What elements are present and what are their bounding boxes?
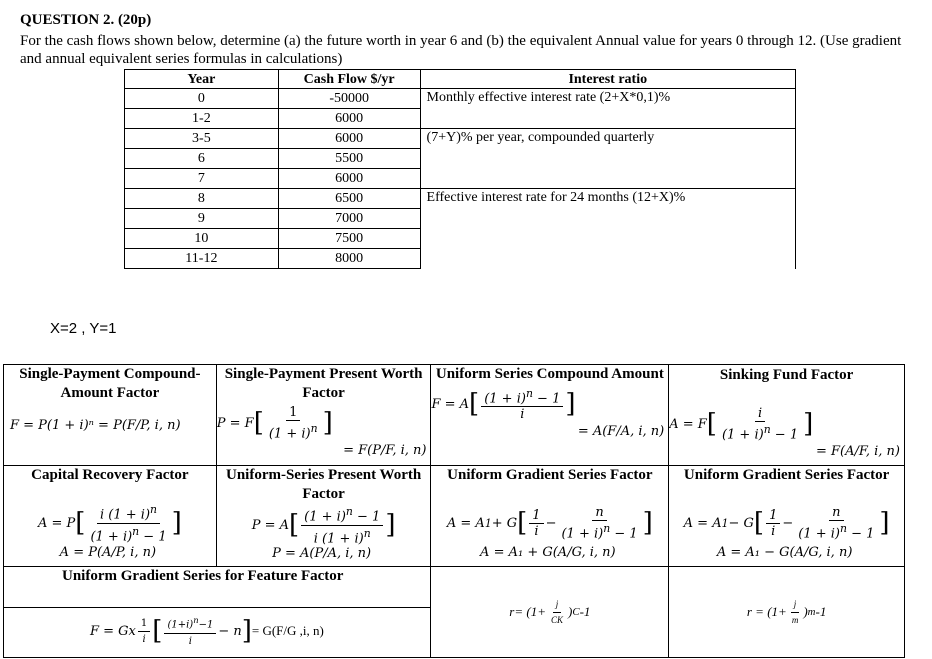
- cash-cell: 6000: [278, 109, 420, 129]
- question-text: For the cash flows shown below, determine (a) the future worth in year 6 and (b) the equivalent Annual value for years 0 through 12. (Use gradient and annual equivalent series formulas in calculations): [20, 33, 902, 67]
- year-cell: 7: [125, 169, 279, 189]
- year-cell: 10: [125, 229, 279, 249]
- cash-cell: 6000: [278, 129, 420, 149]
- formula-heading: Uniform Series Compound Amount: [435, 366, 664, 382]
- formula-cell-uspw: [216, 466, 431, 567]
- formula-cell-ugs1: [431, 466, 669, 567]
- formula-alt: A = P(A/P, i, n): [59, 545, 157, 560]
- cashflow-table: [124, 69, 796, 269]
- year-cell: 8: [125, 189, 279, 209]
- formula-cell-usca: [431, 365, 669, 466]
- formula-alt: = F(A/F, i, n): [815, 444, 900, 459]
- formula-equation: P = A [ $\frac{(1 + i)^n - 1}{i (1 + i)^n}$ ]: [251, 505, 396, 546]
- formula-cell-ugs2: [669, 466, 905, 567]
- question-title: QUESTION 2. (20p): [20, 12, 152, 28]
- formula-equation: F = Gx $\frac{1}{i}$ [ $\frac{(1+i)^n-1}{i}$ − n ] = G(F/G ,i, n): [90, 615, 324, 647]
- formula-cell-ugsf: [4, 567, 431, 658]
- formula-table: [3, 364, 905, 658]
- formula-heading: Capital Recovery Factor: [31, 467, 189, 483]
- formula-cell-crf: [4, 466, 217, 567]
- interest-monthly: Monthly effective interest rate (2+X*0,1)%: [420, 89, 795, 129]
- formula-equation: P = F [ $\frac{1}{(1 + i)^n}$ ]: [216, 404, 333, 442]
- formula-equation: A = A 1 + G [ $\frac{1}{i}$ − $\frac{n}{(1 + i)^n - 1}$ ]: [446, 504, 653, 542]
- formula-alt: A = A₁ + G(A/G, i, n): [480, 545, 616, 560]
- cashflow-header-row: [125, 70, 796, 89]
- formula-equation: A = P [ $\frac{i (1 + i)^n}{(1 + i)^n - 1}$ ]: [37, 503, 182, 544]
- formula-tail: = G(F/G ,i, n): [251, 623, 324, 638]
- cash-cell: 6500: [278, 189, 420, 209]
- cash-cell: 7000: [278, 209, 420, 229]
- formula-heading: Uniform Gradient Series Factor: [683, 467, 890, 483]
- formula-cell-sff: [669, 365, 905, 466]
- cash-cell: 7500: [278, 229, 420, 249]
- formula-alt: = F(P/F, i, n): [343, 443, 427, 458]
- formula-equation: r= (1+ $\frac{j}{CK}$ ) C -1: [509, 598, 591, 625]
- header-interest: Interest ratio: [420, 70, 795, 89]
- formula-equation: F = P(1 + i)ⁿ = P(F/P, i, n): [10, 417, 181, 433]
- interest-effective24: Effective interest rate for 24 months (12+X)%: [420, 189, 795, 269]
- formula-equation: F = A [ $\frac{(1 + i)^n - 1}{i}$ ]: [431, 386, 576, 423]
- formula-equation: A = F [ $\frac{i}{(1 + i)^n - 1}$ ]: [669, 405, 814, 443]
- formula-cell-rate2: [669, 567, 905, 658]
- year-cell: 11-12: [125, 249, 279, 269]
- year-cell: 3-5: [125, 129, 279, 149]
- header-cashflow: Cash Flow $/yr: [278, 70, 420, 89]
- table-row: [125, 129, 796, 149]
- year-cell: 1-2: [125, 109, 279, 129]
- formula-equation: r = (1+ $\frac{j}{m}$ ) m -1: [746, 598, 827, 625]
- cash-cell: 8000: [278, 249, 420, 269]
- formula-heading: Single-Payment Present Worth Factor: [224, 366, 423, 401]
- xy-values: X=2 , Y=1: [50, 320, 117, 337]
- header-year: Year: [125, 70, 279, 89]
- formula-alt: = A(F/A, i, n): [577, 424, 665, 439]
- formula-heading: Uniform-Series Present Worth Factor: [225, 467, 422, 502]
- formula-heading: Uniform Gradient Series Factor: [447, 467, 653, 483]
- year-cell: 9: [125, 209, 279, 229]
- formula-alt: P = A(P/A, i, n): [272, 546, 372, 561]
- formula-heading: Uniform Gradient Series for Feature Factor: [62, 568, 344, 584]
- formula-alt: A = A₁ − G(A/G, i, n): [716, 545, 853, 560]
- table-row: [125, 189, 796, 209]
- formula-cell-rate1: [431, 567, 669, 658]
- year-cell: 6: [125, 149, 279, 169]
- formula-heading: Single-Payment Compound-Amount Factor: [19, 366, 201, 401]
- interest-quarterly: (7+Y)% per year, compounded quarterly: [420, 129, 795, 189]
- cash-cell: 6000: [278, 169, 420, 189]
- year-cell: 0: [125, 89, 279, 109]
- formula-cell-sppw: [216, 365, 431, 466]
- cash-cell: 5500: [278, 149, 420, 169]
- table-row: [125, 89, 796, 109]
- formula-heading: Sinking Fund Factor: [719, 367, 854, 383]
- formula-equation: A = A 1 − G [ $\frac{1}{i}$ − $\frac{n}{(1 + i)^n - 1}$ ]: [683, 504, 890, 542]
- formula-cell-spca: [4, 365, 217, 466]
- cash-cell: -50000: [278, 89, 420, 109]
